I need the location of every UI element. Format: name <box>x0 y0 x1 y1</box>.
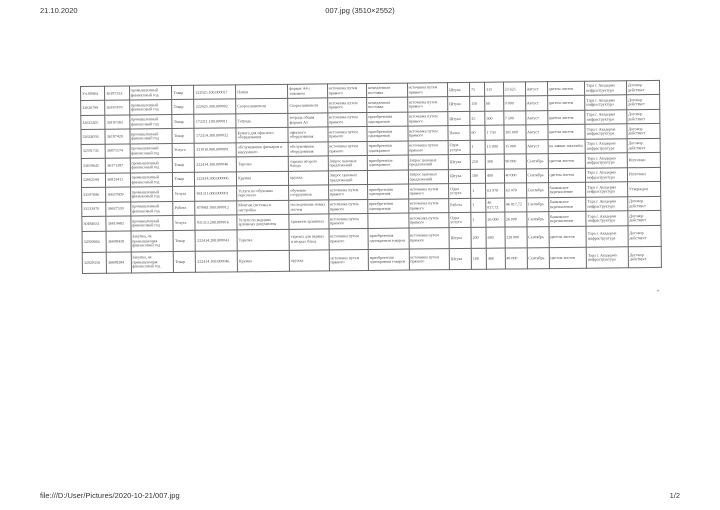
stray-mark: • <box>657 289 660 295</box>
table-cell: 36187383 <box>105 115 129 130</box>
table-cell: приобретение однократное <box>367 141 408 156</box>
table-cell: Товар <box>172 100 194 115</box>
table-cell: промышленный финансовый год <box>129 115 172 130</box>
table-cell: банковское перечисление <box>548 183 586 198</box>
table-cell: Тара г. Акадерма инфраструктура <box>585 81 627 96</box>
table-cell: Тара г. Акадерма инфраструктура <box>585 139 627 154</box>
table-cell: 222414.100.000046 <box>195 157 237 172</box>
table-cell: Сентябрь <box>526 197 548 212</box>
table-cell: источника путем прямого <box>327 98 367 113</box>
table-cell: источника путем прямого <box>328 141 368 156</box>
table-cell: 841311.000.000001 <box>195 186 237 201</box>
table-cell: приобретения однократная <box>368 199 409 214</box>
table-cell: Товар <box>172 114 194 129</box>
table-cell: Услуга <box>173 187 195 202</box>
table-cell: 1 <box>471 213 486 228</box>
table-cell: промышленный финансовый год <box>130 143 173 158</box>
table-cell: Услуга <box>173 143 195 158</box>
table-cell: источника путем прямого <box>328 127 368 142</box>
table-cell: 60 <box>470 126 485 141</box>
table-cell: Одна услуга <box>448 140 470 155</box>
table-cell: Договор действует <box>627 109 660 124</box>
table-cell: источника путем прямого <box>409 248 450 270</box>
table-cell: Договор действует <box>627 124 660 139</box>
table-cell: Штука <box>448 97 470 112</box>
table-cell: промышленный финансовый год <box>130 129 173 144</box>
table-cell: 36187333 <box>105 86 129 101</box>
table-cell: 36698384 <box>107 252 132 273</box>
table-cell: источника путем прямого <box>408 141 449 156</box>
table-cell: источника путем прямого <box>408 213 449 228</box>
table-cell: 26 000 <box>504 212 526 227</box>
table-cell: Кружка <box>237 171 289 186</box>
table-cell: 222925.300.000002 <box>194 99 236 114</box>
table-cell: Август <box>525 96 547 111</box>
table-cell: Запрос ценовых предложений <box>328 170 368 185</box>
table-cell: 63 970 <box>486 183 505 198</box>
table-cell: Исполнен <box>627 153 660 168</box>
table-cell: источника путем прямого <box>408 199 449 214</box>
table-cell: Товар <box>173 172 195 187</box>
table-cell: Договор действует <box>626 80 659 95</box>
table-cell <box>367 170 408 185</box>
table-cell: Товар <box>173 158 195 173</box>
table-cell: Договор действует <box>628 211 661 226</box>
table-cell: источника путем прямого <box>328 185 368 200</box>
table-cell: Тара г. Акадерма инфраструктура <box>586 197 628 212</box>
table-cell: Кружка <box>237 250 289 272</box>
table-cell: 36627539 <box>106 202 130 217</box>
table-cell: Тара г. Акадерма инфраструктура <box>585 124 627 139</box>
table-cell: 172311.100.000011 <box>194 114 236 129</box>
table-cell: Работа <box>449 198 471 213</box>
table-cell: 30484631 <box>82 217 106 232</box>
table-cell: хранение архивных <box>289 214 329 229</box>
table-cell: Тарелка <box>236 157 288 172</box>
table-cell: 32624058 <box>81 130 105 145</box>
table-cell: обслуживание оборудования <box>288 142 328 157</box>
table-cell: обучение сотрудников <box>289 185 329 200</box>
table-cell: промышленный финансовый год <box>130 216 173 231</box>
table-cell: кружка <box>289 171 329 186</box>
table-cell: 48 000 <box>505 248 527 269</box>
table-cell: Сентябрь <box>526 212 548 227</box>
table-cell: 172314.300.000032 <box>194 128 236 143</box>
table-cell: 300 <box>485 111 504 126</box>
table-cell: Работа <box>173 201 195 216</box>
table-cell: Тара г. Акадерма инфраструктура <box>586 226 628 247</box>
table-cell: Штука <box>448 169 470 184</box>
table-cell: 40 000 <box>504 169 526 184</box>
table-cell: 36813411 <box>106 173 130 188</box>
document-title: 007.jpg (3510×2552) <box>325 6 395 15</box>
table-cell: Сентябрь <box>527 226 549 247</box>
table-cell: Август <box>526 125 548 140</box>
table-cell: Тара г. Акадерма инфраструктура <box>586 182 628 197</box>
table-cell: приобретения однократная товаров <box>368 249 409 271</box>
table-cell: 100 <box>471 248 486 269</box>
table-cell: 250 <box>470 155 485 170</box>
table-cell: обслуживание фильтров и вакуумного <box>236 142 288 157</box>
table-cell: 32626799 <box>81 101 105 116</box>
table-cell: приобретения однократная товаров <box>368 228 409 249</box>
table-cell: цветом листов <box>547 110 585 125</box>
table-cell: источника путем прямого <box>408 184 449 199</box>
table-cell: 105 000 <box>504 125 526 140</box>
table-cell: Товар <box>173 230 195 251</box>
table-cell: приобретения однократная <box>367 127 408 142</box>
table-cell: 879961.000.000012 <box>195 201 237 216</box>
table-cell: промышленный финансовый год <box>129 86 172 101</box>
table-cell: 222414.300.000006 <box>195 172 237 187</box>
table-cell: промышленный финансовый год <box>130 158 173 173</box>
table-cell: тетрадь общая формат А5 <box>288 113 328 128</box>
table-cell: 1 <box>471 198 486 213</box>
table-cell: Договор действует <box>628 196 661 211</box>
table-cell: Тара г. Акадерма инфраструктура <box>586 168 628 183</box>
table-cell: 15 000 <box>504 140 526 155</box>
table-cell: Скоросшиватели <box>236 99 288 114</box>
table-cell: 32602598 <box>81 173 105 188</box>
table-cell: Август <box>526 140 548 155</box>
table-cell: источника путем прямого <box>327 112 367 127</box>
table-cell: источника путем прямого <box>328 214 368 229</box>
print-date: 21.10.2020 <box>40 6 78 15</box>
table-cell: банковское перечисление <box>548 212 586 227</box>
table-cell: Тара г. Акадерма инфраструктура <box>585 153 627 168</box>
table-cell: 400 <box>485 169 504 184</box>
table-cell <box>368 213 409 228</box>
table-cell: 33659645 <box>81 159 105 174</box>
table-cell: Запрос ценовых предложений <box>408 170 449 185</box>
table-cell: тарелка для первых и вторых блюд <box>289 229 329 250</box>
table-cell: промышленный финансовый год <box>130 172 173 187</box>
table-cell: источника путем прямого <box>328 199 368 214</box>
table-cell: тарелка второго блюда <box>289 156 329 171</box>
table-cell: Услуги по обучению персонала <box>237 186 289 201</box>
table-cell: Штука <box>448 82 470 97</box>
table-cell: 33597696 <box>82 188 106 203</box>
table-body <box>81 80 662 273</box>
table-cell: промышленный финансовый год <box>130 201 173 216</box>
file-path: file:///D:/User/Pictures/2020-10-21/007.jpg <box>40 491 180 500</box>
table-cell: Скоросшиватели <box>288 98 328 113</box>
table-cell: Одна услуга <box>449 184 471 199</box>
table-cell: 1 750 <box>485 126 504 141</box>
table-cell: офисного оборудования <box>288 127 328 142</box>
table-cell: 9 000 <box>503 96 525 111</box>
table-cell: промышленный финансовый год <box>129 100 172 115</box>
table-cell: 36619483 <box>106 216 130 231</box>
table-cell: 36371387 <box>106 158 130 173</box>
table-cell: Тара г. Акадерма инфраструктура <box>585 95 627 110</box>
table-cell: Тетрадь <box>236 113 288 128</box>
table-cell: Договор действует <box>627 95 660 110</box>
table-cell: Запрос ценовых предложений <box>328 156 368 171</box>
procurement-table <box>80 80 662 274</box>
table-cell: источника путем прямого <box>407 112 448 127</box>
table-cell: источника путем прямого <box>407 126 448 141</box>
table-cell: 32591745 <box>81 144 105 159</box>
table-cell: 90 000 <box>504 154 526 169</box>
table-cell: цветом листов <box>548 125 586 140</box>
table-cell: источника путем прямого <box>327 83 367 98</box>
table-cell: 222925.100.000027 <box>194 85 236 100</box>
table-cell: 100 <box>470 169 485 184</box>
table-cell: 36698438 <box>106 231 131 252</box>
table-cell: 150 <box>470 97 485 112</box>
table-cell: Сентябрь <box>527 247 549 268</box>
table-cell: Договор действует <box>627 138 660 153</box>
table-cell: немедленная поставка <box>367 98 408 113</box>
table-cell: Бумага для офисного оборудования <box>236 128 288 143</box>
table-cell: 1 <box>470 140 485 155</box>
table-cell: 63 970 <box>504 183 526 198</box>
table-cell: 640 <box>486 227 505 248</box>
table-cell: кружка <box>289 250 329 272</box>
table-cell: банковское перечисление <box>548 197 586 212</box>
table-cell: 60 <box>485 97 504 112</box>
table-cell: 36187479 <box>105 100 129 115</box>
table-cell: промышленный финансовый год <box>130 187 173 202</box>
table-cell: приобретения однократная <box>367 112 408 127</box>
table-cell: формат А4 с зажимом <box>288 84 328 99</box>
table-cell: 222414.100.000046 <box>196 251 238 273</box>
table-cell: 46 817,72 <box>504 198 526 213</box>
table-cell: Сентябрь <box>526 183 548 198</box>
table-cell: 75 <box>469 82 484 97</box>
table-cell: Услуга <box>173 216 195 231</box>
table-cell: немедленная поставка <box>366 83 407 98</box>
table-cell: 1 <box>471 184 486 199</box>
table-cell: 15 000 <box>485 140 504 155</box>
table-cell: 222414.200.000043 <box>195 230 237 251</box>
table-cell: 25 <box>470 111 485 126</box>
table-cell: Штука <box>448 155 470 170</box>
table-cell: источника путем прямого <box>329 228 369 249</box>
table-cell: 33533970 <box>82 202 106 217</box>
table-cell: Договор действует <box>628 225 661 246</box>
table-cell: Папки <box>236 84 288 99</box>
table-cell: Уч.00964 <box>81 86 105 101</box>
table-cell: 36187429 <box>105 129 129 144</box>
table-cell: Август <box>525 111 547 126</box>
table-cell: Тарелка <box>237 229 289 251</box>
table-cell: 331910.900.000009 <box>195 143 237 158</box>
table-cell: 26 000 <box>486 212 505 227</box>
page-number: 1/2 <box>669 491 680 500</box>
table-cell: 46 817,72 <box>486 198 505 213</box>
table-cell: приобретения однократная <box>368 184 409 199</box>
table-cell: 315 <box>485 82 504 97</box>
table-cell: Монтаж системы и настройка <box>237 200 289 215</box>
table-cell: источника путем прямого <box>329 249 369 271</box>
table-cell: 23 625 <box>503 82 525 97</box>
table-cell: приобретение однократное <box>367 155 408 170</box>
table-cell: 7 500 <box>503 111 525 126</box>
table-cell: Запрос ценовых предложений <box>408 155 449 170</box>
table-cell: на заявки заказчика <box>548 139 586 154</box>
table-cell: цветом листов <box>547 81 585 96</box>
table-cell: 32623305 <box>81 115 105 130</box>
table-cell: Штука <box>449 227 471 248</box>
table-cell: Товар <box>174 251 196 272</box>
table-cell: цветом листов <box>549 226 587 247</box>
table-cell: Товар <box>172 85 194 100</box>
table-cell: цветом листов <box>548 154 586 169</box>
table-cell: цветом листов <box>549 247 587 269</box>
table-cell: цветом листов <box>548 168 586 183</box>
table-cell: 32920358 <box>82 252 107 273</box>
table-cell: 931313.200.000016 <box>195 215 237 230</box>
table-cell: Услуги по ведению архивных документов <box>237 215 289 230</box>
table-cell: 32920664 <box>82 231 107 252</box>
table-cell: Тара г. Акадерма инфраструктура <box>585 110 627 125</box>
table-cell: 36637609 <box>106 187 130 202</box>
table-cell: 200 <box>471 227 486 248</box>
table-cell: Утвержден <box>627 182 660 197</box>
table-cell: Закупка, не превышающая финансовый год <box>131 230 174 251</box>
table-cell: источника путем прямого <box>407 83 448 98</box>
table-cell: Штука <box>448 111 470 126</box>
table-cell: исследование новых систем <box>289 200 329 215</box>
table-cell: 300 <box>485 154 504 169</box>
table-cell: Закупка, не превышающая финансовый год <box>131 251 174 273</box>
table-cell: Август <box>525 82 547 97</box>
table-cell: источника путем прямого <box>409 227 450 248</box>
table-cell: Одна услуга <box>449 213 471 228</box>
table-cell: цветом листов <box>547 96 585 111</box>
table-cell: источника путем прямого <box>407 97 448 112</box>
table-cell: Исполнен <box>627 167 660 182</box>
table-cell: 36071574 <box>105 144 129 159</box>
scanned-page <box>80 80 662 274</box>
table-cell: Пачка <box>448 126 470 141</box>
table-cell: Тара г. Акадерма инфраструктура <box>586 211 628 226</box>
table-cell: Сентябрь <box>526 169 548 184</box>
table-cell: Штука <box>449 248 471 269</box>
table-cell: 480 <box>486 248 505 269</box>
table-cell: Тара г. Акадерма инфраструктура <box>586 247 628 269</box>
table-cell: Товар <box>172 129 194 144</box>
table-cell: 128 000 <box>505 227 527 248</box>
table-cell: Сентябрь <box>526 154 548 169</box>
table-cell: Договор действует <box>628 246 661 268</box>
